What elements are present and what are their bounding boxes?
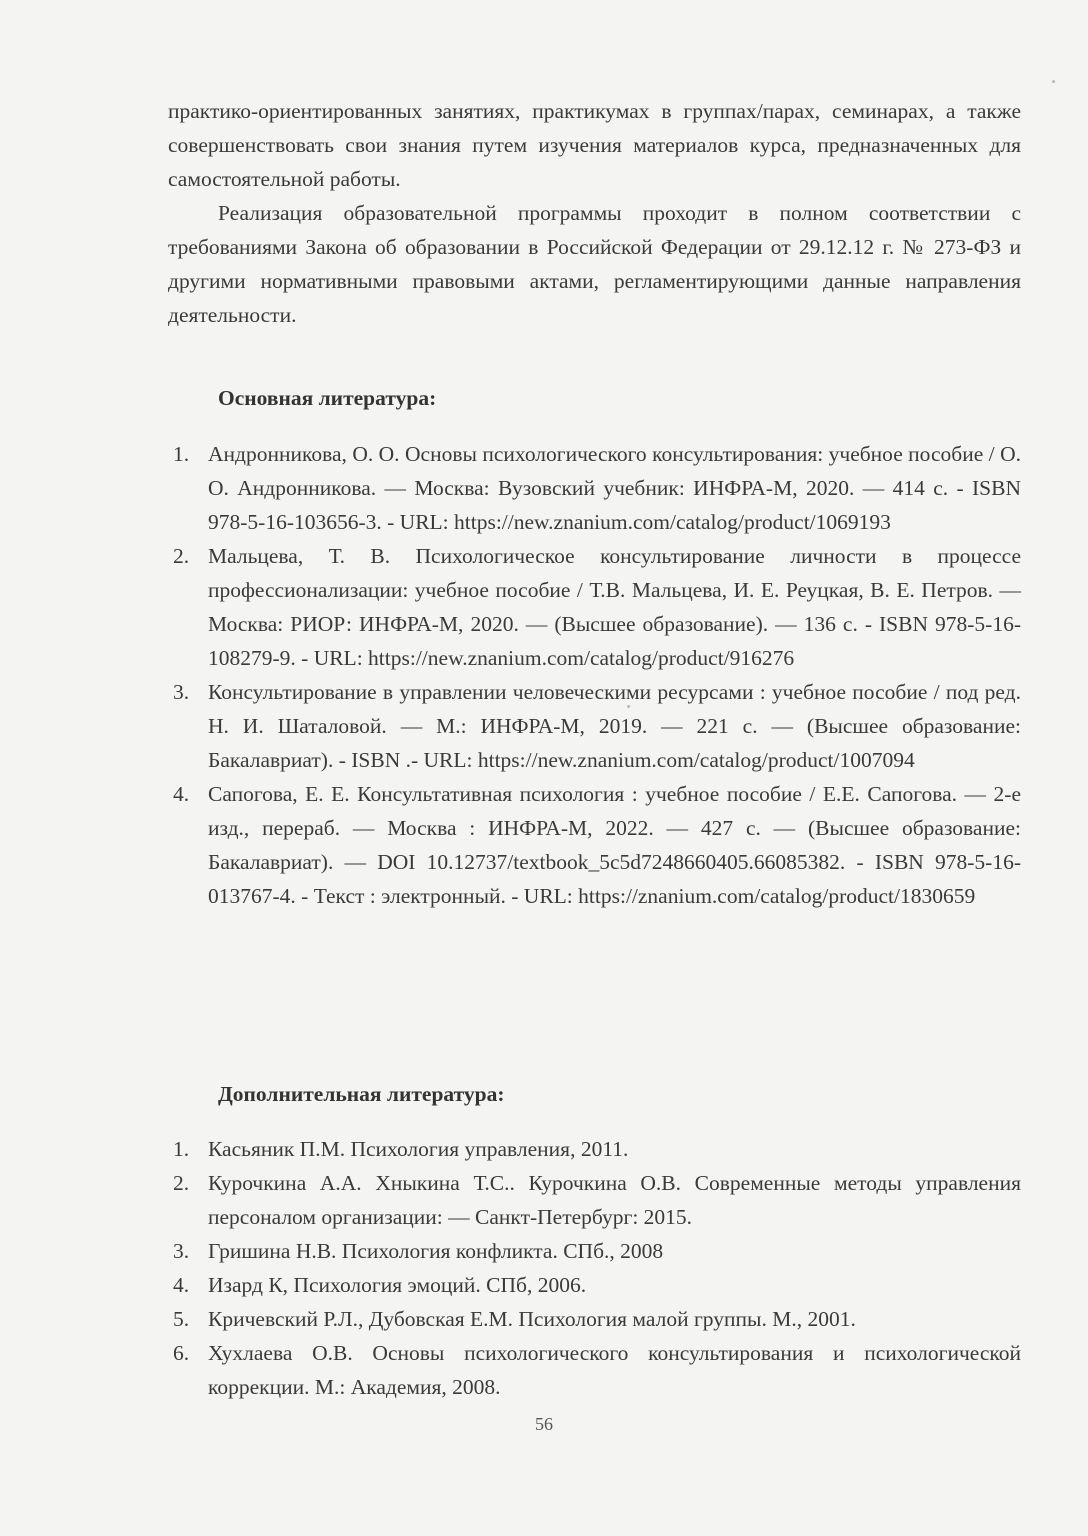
list-item-number: 4. — [173, 1273, 190, 1297]
list-item — [168, 1268, 1021, 1302]
list-item-text: Курочкина А.А. Хныкина Т.С.. Курочкина О.В. Современные методы управления персоналом организации: — Санкт-Петербург: 2015. — [208, 1171, 1021, 1229]
main-literature-heading: Основная литература: — [218, 386, 437, 410]
additional-literature-heading: Дополнительная литература: — [218, 1082, 505, 1106]
list-item — [168, 1336, 1021, 1404]
list-item-number: 3. — [173, 680, 190, 704]
page-number: 56 — [535, 1414, 553, 1434]
list-item-number: 5. — [173, 1307, 190, 1331]
list-item-number: 3. — [173, 1239, 190, 1263]
list-item — [168, 675, 1021, 777]
list-item-text: Андронникова, О. О. Основы психологического консультирования: учебное пособие / О. О. Андронникова. — Москва: Вузовский учебник: ИНФРА-М, 2020. — 414 с. - ISBN 978-5-16-103656-3. - URL: https://new.znanium.com/catalog/product/1069193 — [208, 442, 1021, 534]
list-item-text: Гришина Н.В. Психология конфликта. СПб., 2008 — [208, 1239, 664, 1263]
list-item — [168, 1166, 1021, 1234]
list-item — [168, 539, 1021, 675]
scan-speck — [1052, 80, 1055, 83]
list-item-text: Касьяник П.М. Психология управления, 2011. — [208, 1137, 629, 1161]
list-item-text: Консультирование в управлении человеческими ресурсами : учебное пособие / под ред. Н. И. Шаталовой. — М.: ИНФРА-М, 2019. — 221 с. — (Высшее образование: Бакалавриат). - ISBN .- URL: https://new.znanium.com/catalog/product/1007094 — [208, 680, 1021, 772]
intro-text — [168, 94, 1021, 332]
intro-paragraph-2: Реализация образовательной программы проходит в полном соответствии с требованиями Закона об образовании в Российской Федерации от 29.12.12 г. № 273-ФЗ и другими нормативными правовыми актами, регламентирующими данные направления деятельности. — [168, 201, 1021, 327]
list-item-text: Хухлаева О.В. Основы психологического консультирования и психологической коррекции. М.: Академия, 2008. — [208, 1341, 1021, 1399]
list-item — [168, 1302, 1021, 1336]
list-item-number: 2. — [173, 544, 190, 568]
list-item — [168, 1234, 1021, 1268]
list-item-number: 2. — [173, 1171, 190, 1195]
list-item-text: Сапогова, Е. Е. Консультативная психология : учебное пособие / Е.Е. Сапогова. — 2-е изд., перераб. — Москва : ИНФРА-М, 2022. — 427 с. — (Высшее образование: Бакалавриат). — DOI 10.12737/textbook_5c5d7248660405.66085382. - ISBN 978-5-16- 013767-4. - Текст : электронный. - URL: https://znanium.com/catalog/product/1830659 — [208, 782, 1021, 908]
list-item — [168, 437, 1021, 539]
list-item-number: 1. — [173, 442, 190, 466]
main-literature-list — [168, 437, 1021, 913]
intro-paragraph-1: практико-ориентированных занятиях, практикумах в группах/парах, семинарах, а также совершенствовать свои знания путем изучения материалов курса, предназначенных для самостоятельной работы. — [168, 99, 1021, 191]
list-item — [168, 1132, 1021, 1166]
list-item-number: 6. — [173, 1341, 190, 1365]
list-item-text: Мальцева, Т. В. Психологическое консультирование личности в процессе профессионализации: учебное пособие / Т.В. Мальцева, И. Е. Реуцкая, В. Е. Петров. — Москва: РИОР: ИНФРА-М, 2020. — (Высшее образование). — 136 с. - ISBN 978-5-16- 108279-9. - URL: https://new.znanium.com/catalog/product/916276 — [208, 544, 1021, 670]
list-item-text: Кричевский Р.Л., Дубовская Е.М. Психология малой группы. М., 2001. — [208, 1307, 856, 1331]
list-item-number: 4. — [173, 782, 190, 806]
scan-speck — [627, 705, 630, 708]
list-item — [168, 777, 1021, 913]
list-item-number: 1. — [173, 1137, 190, 1161]
additional-literature-list — [168, 1132, 1021, 1404]
list-item-text: Изард К, Психология эмоций. СПб, 2006. — [208, 1273, 587, 1297]
